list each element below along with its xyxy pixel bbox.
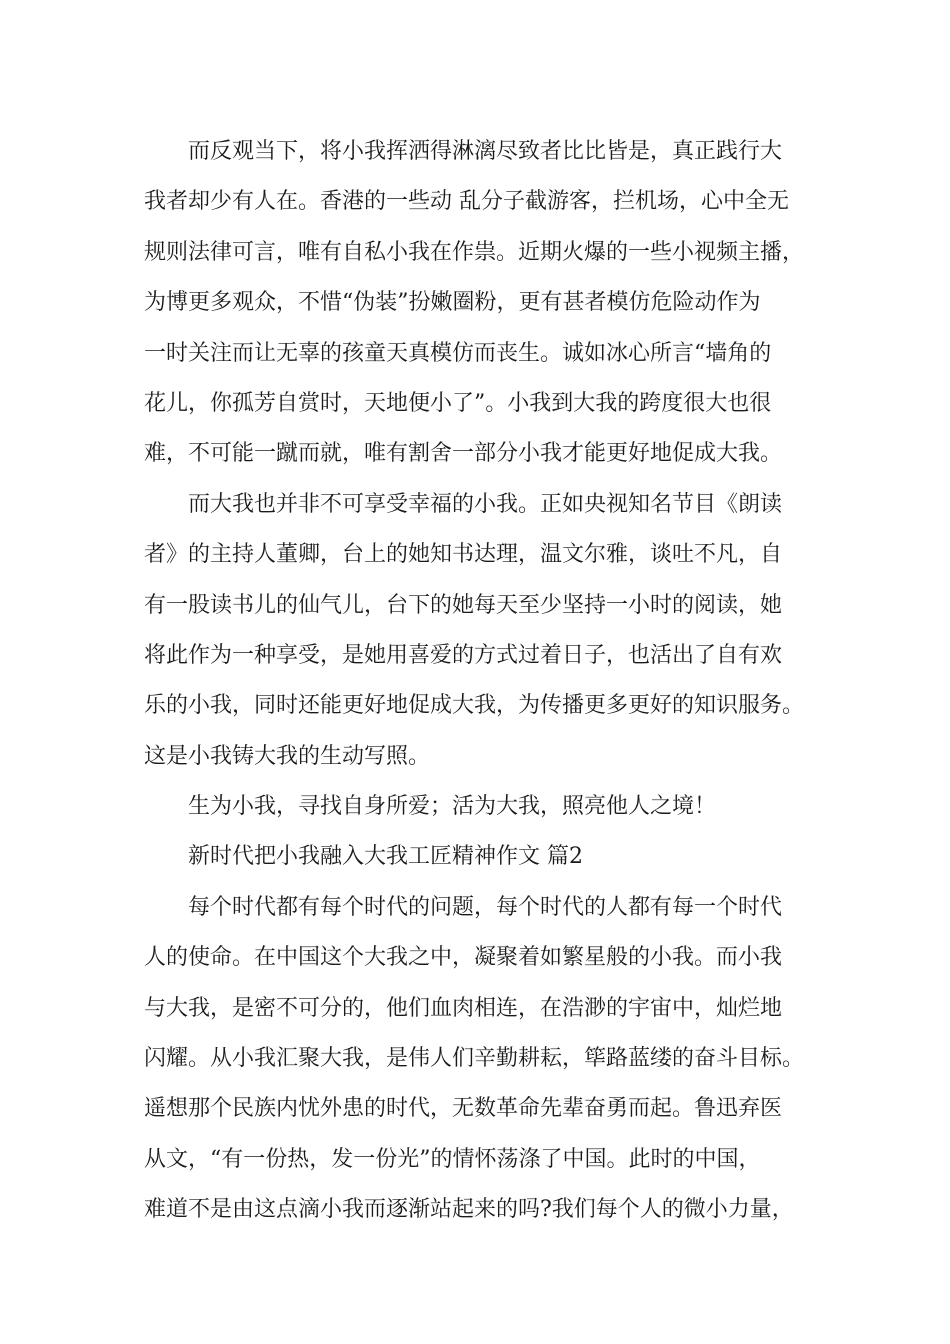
text-line: 花儿，你孤芳自赏时，天地便小了”。小我到大我的跨度很大也很 [144,390,772,416]
text-line: 人的使命。在中国这个大我之中，凝聚着如繁星般的小我。而小我 [144,945,783,971]
document-body [144,127,824,1236]
text-line: 为博更多观众，不惜“伪装”扮嫩圈粉，更有甚者模仿危险动作为 [144,290,761,316]
text-line: 闪耀。从小我汇聚大我，是伟人们辛勤耕耘，筚路蓝缕的奋斗目标。 [144,1046,805,1072]
text-line: 有一股读书儿的仙气儿，台下的她每天至少坚持一小时的阅读，她 [144,592,783,618]
text-line: 一时关注而让无辜的孩童天真模仿而丧生。诚如冰心所言“墙角的 [144,340,772,366]
text-line: 从文，“有一份热，发一份光”的情怀荡涤了中国。此时的中国， [144,1146,761,1172]
text-line: 每个时代都有每个时代的问题，每个时代的人都有每一个时代 [188,894,783,920]
text-line: 与大我，是密不可分的，他们血肉相连，在浩渺的宇宙中，灿烂地 [144,995,783,1021]
text-line: 这是小我铸大我的生动写照。 [144,743,431,769]
text-line: 难，不可能一蹴而就，唯有割舍一部分小我才能更好地促成大我。 [144,441,783,467]
text-line: 者》的主持人董卿，台上的她知书达理，温文尔雅，谈吐不凡，自 [144,542,783,568]
text-line: 遥想那个民族内忧外患的时代，无数革命先辈奋勇而起。鲁迅弃医 [144,1096,783,1122]
text-line: 而反观当下，将小我挥洒得淋漓尽致者比比皆是，真正践行大 [188,139,783,164]
text-line: 生为小我，寻找自身所爱；活为大我，照亮他人之境！ [188,794,717,820]
text-line: 难道不是由这点滴小我而逐渐站起来的吗?我们每个人的微小力量， [144,1197,794,1223]
text-line: 乐的小我，同时还能更好地促成大我，为传播更多更好的知识服务。 [144,693,805,719]
text-line: 而大我也并非不可享受幸福的小我。正如央视知名节目《朗读 [188,491,783,517]
text-line: 将此作为一种享受，是她用喜爱的方式过着日子，也活出了自有欢 [144,642,783,668]
text-line: 规则法律可言，唯有自私小我在作祟。近期火爆的一些小视频主播， [144,239,805,265]
section-heading: 新时代把小我融入大我工匠精神作文 篇2 [188,844,583,870]
text-line: 我者却少有人在。香港的一些动 乱分子截游客，拦机场，心中全无 [144,189,789,215]
